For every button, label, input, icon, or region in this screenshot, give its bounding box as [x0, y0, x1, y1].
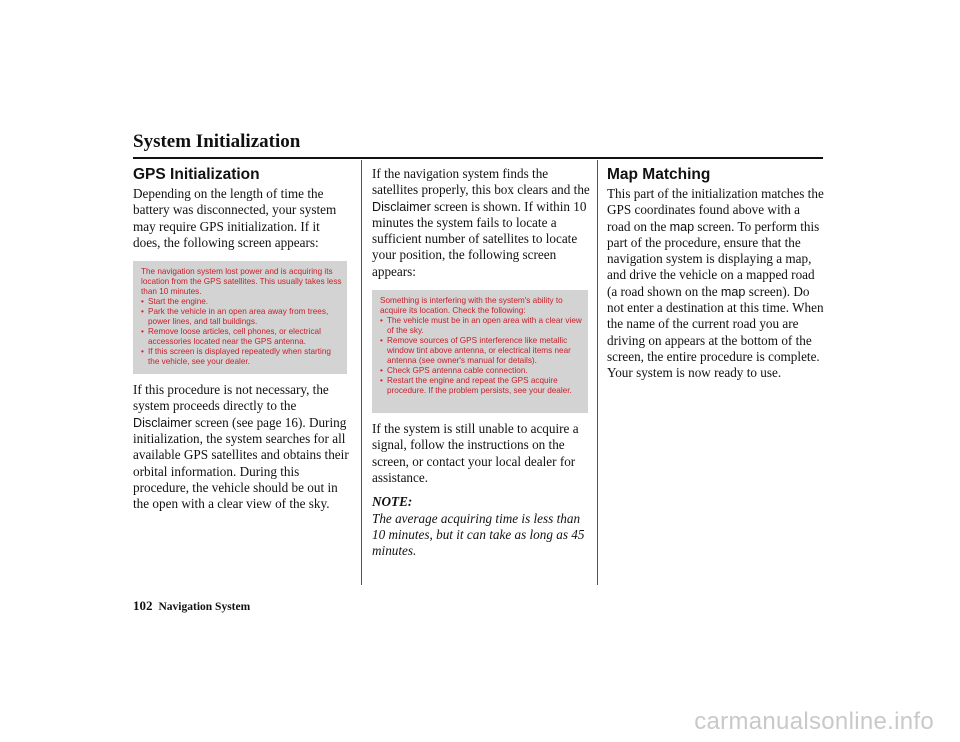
- gps-init-screen-list: [141, 297, 342, 367]
- gps-init-screen: [133, 261, 347, 374]
- column-1: [133, 166, 349, 513]
- column-divider-1: [361, 160, 362, 585]
- list-item: • Check GPS antenna cable connection.: [380, 366, 583, 376]
- title-rule: [133, 157, 823, 159]
- col1-paragraph-1: Depending on the length of time the battery was disconnected, your system may require GPS initialization. If it does, the following screen appears:: [133, 186, 337, 250]
- disclaimer-label: Disclaimer: [372, 199, 431, 214]
- column-divider-2: [597, 160, 598, 585]
- text-segment: This part of the initialization matches the GPS coordinates found above with a road on the: [607, 186, 824, 234]
- list-item: • If this screen is displayed repeatedly when starting the vehicle, see your dealer.: [141, 347, 342, 367]
- column-3: [607, 166, 825, 382]
- page-footer: [133, 598, 250, 614]
- section-name: Navigation System: [158, 601, 251, 613]
- watermark: carmanualsonline.info: [694, 708, 934, 735]
- note-label: NOTE:: [372, 494, 413, 510]
- column-2: [372, 166, 590, 559]
- gps-interference-screen: [372, 290, 588, 413]
- col3-paragraph: [607, 186, 825, 382]
- text-segment: If the navigation system finds the satellites properly, this box clears and the: [372, 166, 590, 198]
- col2-paragraph-1: [372, 166, 590, 280]
- gps-interference-screen-list: [380, 316, 583, 396]
- page-number: 102: [133, 598, 153, 613]
- gps-init-screen-intro: The navigation system lost power and is acquiring its location from the GPS satellites. This usually takes less than 10 minutes.: [141, 267, 342, 297]
- list-item: • Start the engine.: [141, 297, 342, 307]
- list-item: • Remove loose articles, cell phones, or electrical accessories located near the GPS antenna.: [141, 327, 342, 347]
- text-segment: screen). Do not enter a destination at this time. When the name of the current road you are driving on appears at the bottom of the screen, the entire procedure is complete. Your system is now ready to use.: [607, 283, 824, 381]
- map-matching-heading: Map Matching: [607, 166, 711, 183]
- col1-paragraph-2: [133, 382, 349, 512]
- gps-interference-screen-intro: Something is interfering with the system's ability to acquire its location. Check the following:: [380, 296, 563, 316]
- list-item: • Restart the engine and repeat the GPS acquire procedure. If the problem persists, see your dealer.: [380, 376, 583, 396]
- note-text: The average acquiring time is less than 10 minutes, but it can take as long as 45 minutes.: [372, 510, 585, 559]
- page-title: System Initialization: [133, 131, 301, 152]
- list-item: • Park the vehicle in an open area away from trees, power lines, and tall buildings.: [141, 307, 342, 327]
- gps-initialization-heading: GPS Initialization: [133, 166, 260, 183]
- list-item: • The vehicle must be in an open area with a clear view of the sky.: [380, 316, 583, 336]
- col2-paragraph-2: If the system is still unable to acquire a signal, follow the instructions on the screen, or contact your local dealer for assistance.: [372, 421, 579, 485]
- text-segment: screen (see page 16). During initialization, the system searches for all available GPS satellites and obtains their orbital information. During this procedure, the vehicle should be out in the open with a clear view of the sky.: [133, 414, 349, 512]
- text-segment: If this procedure is not necessary, the system proceeds directly to the: [133, 382, 329, 414]
- text-segment: screen. To perform this part of the procedure, ensure that the navigation system is displaying a map, and drive the vehicle on a mapped road (a road shown on the: [607, 218, 820, 299]
- disclaimer-label: Disclaimer: [133, 415, 192, 430]
- list-item: • Remove sources of GPS interference like metallic window tint above antenna, or electrical items near antenna (see owner's manual for details).: [380, 336, 583, 366]
- text-segment: screen is shown. If within 10 minutes the system fails to locate a sufficient number of satellites to locate your position, the following screen appears:: [372, 198, 587, 279]
- map-label: map: [669, 219, 695, 234]
- map-label: map: [720, 284, 746, 299]
